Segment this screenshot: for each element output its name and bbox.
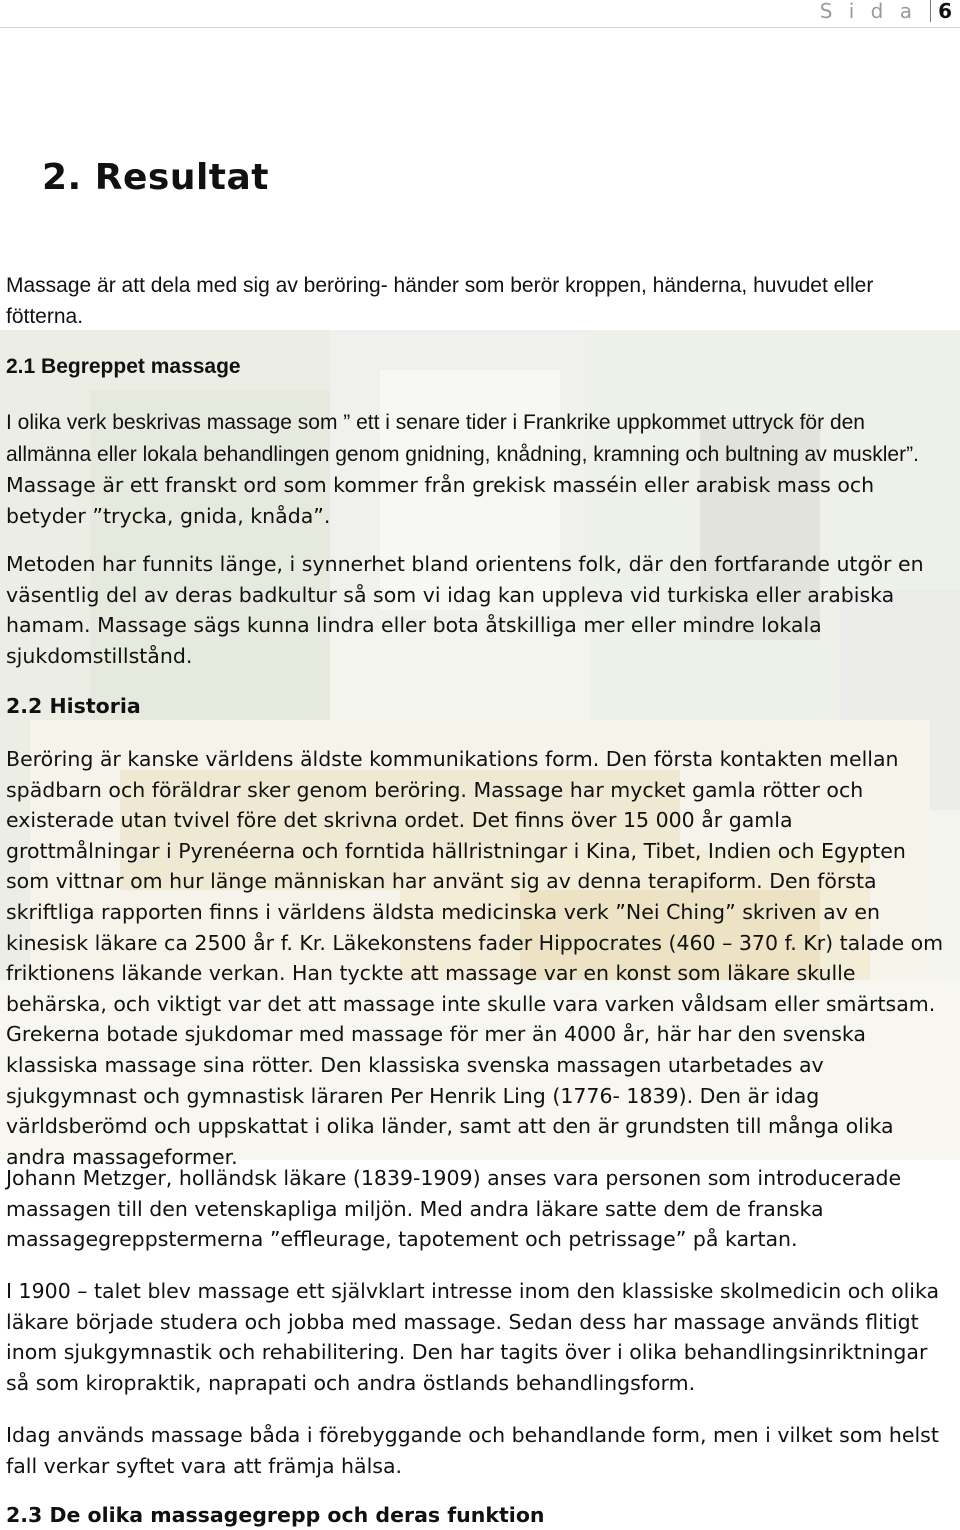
section-2-1-paragraph-2: Metoden har funnits länge, i synnerhet bland orientens folk, där den fortfarande utgör en väsentlig del av deras badkultur så som vi idag kan uppleva vid turkiska eller arabiska hamam. Massage sägs kunna lindra eller bota åtskilliga mer eller mindre lokala sjukdomstillstånd. (6, 552, 924, 668)
chapter-heading: 2. Resultat (42, 157, 270, 198)
intro-paragraph: Massage är att dela med sig av beröring- händer som berör kroppen, händerna, huvudet eller fötterna. (6, 274, 874, 328)
section-2-2-paragraph-4: Idag används massage båda i förebyggande och behandlande form, men i vilket som helst fall verkar syftet vara att främja hälsa. (6, 1423, 939, 1478)
section-heading-2-3: 2.3 De olika massagegrepp och deras funktion (6, 1503, 545, 1527)
etymology-text: Massage är ett franskt ord som kommer från grekisk masséin eller arabisk mass och betyder ”trycka, gnida, knåda”. (6, 473, 875, 528)
section-2-2-paragraph-1: Beröring är kanske världens äldste kommunikations form. Den första kontakten mellan spädbarn och föräldrar sker genom beröring. Massage har mycket gamla rötter och existerade utan tvivel före det skrivna ordet. Det finns över 15 000 år gamla grottmålningar i Pyrenéerna och forntida hällristningar i Kina, Tibet, Indien och Egypten som vittnar om hur länge människan har använt sig av denna terapiform. Den första skriftliga rapporten finns i världens äldsta medicinska verk ”Nei Ching” skriven av en kinesisk läkare ca 2500 år f. Kr. Läkekonstens fader Hippocrates (460 – 370 f. Kr) talade om friktionens läkande verkan. Han tyckte att massage var en konst som läkare skulle behärska, och viktigt var det att massage inte skulle vara varken våldsam eller smärtsam. Grekerna botade sjukdomar med massage för mer än 4000 år, här har den svenska klassiska massage sina rötter. Den klassiska svenska massagen utarbetades av sjukgymnast och gymnastisk läraren Per Henrik Ling (1776- 1839). Den är idag världsberömd och uppskattat i olika länder, samt att den är grundsten till många olika andra massageformer. (6, 747, 944, 1169)
section-2-2-paragraph-3: I 1900 – talet blev massage ett självklart intresse inom den klassiske skolmedicin och olika läkare började studera och jobba med massage. Sedan dess har massage används flitigt inom sjukgymnastik och rehabilitering. Den har tagits över i olika behandlingsinriktningar så som kiropraktik, naprapati och andra östlands behandlingsform. (6, 1279, 940, 1395)
page-label: S i d a (819, 0, 917, 23)
section-2-1-paragraph-1 (6, 407, 952, 531)
definition-quote-text: I olika verk beskrivas massage som ” ett i senare tider i Frankrike uppkommet uttryck för den allmänna eller lokala behandlingen genom gnidning, knådning, kramning och bultning av muskler”. (6, 411, 919, 466)
section-heading-2-2: 2.2 Historia (6, 694, 141, 718)
page-number: 6 (938, 0, 952, 23)
page-header (0, 0, 960, 28)
header-separator (930, 0, 931, 22)
section-heading-2-1: 2.1 Begreppet massage (6, 355, 241, 378)
section-2-2-paragraph-2: Johann Metzger, holländsk läkare (1839-1909) anses vara personen som introducerade massagen till den vetenskapliga miljön. Med andra läkare satte dem de franska massagegreppstermerna ”effleurage, tapotement och petrissage” på kartan. (6, 1166, 902, 1252)
